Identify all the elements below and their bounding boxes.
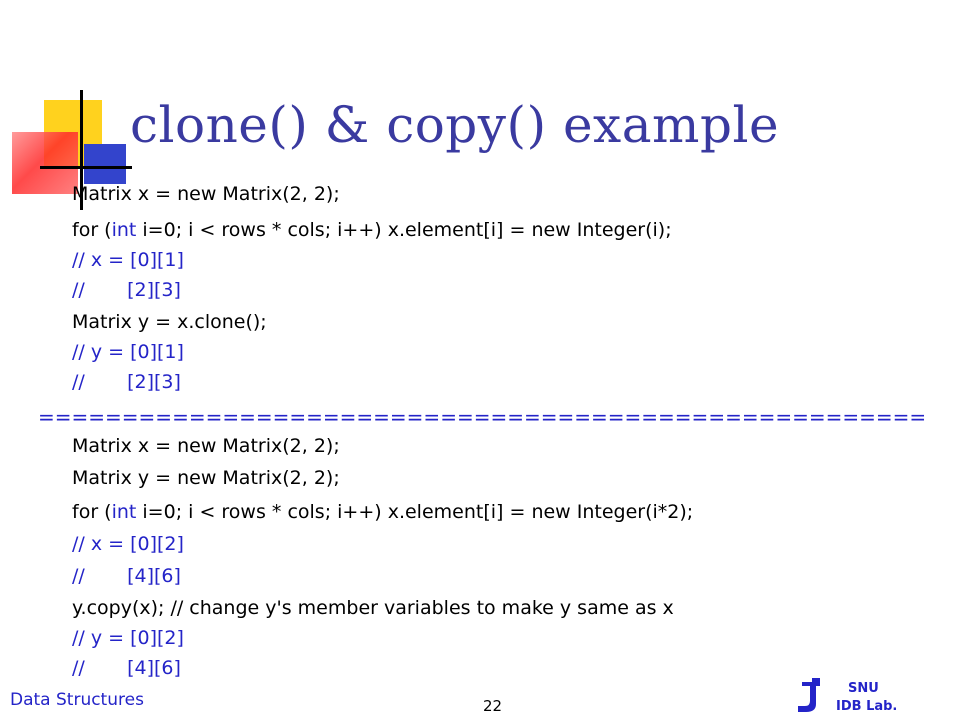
logo-line-1: SNU [848,681,879,696]
red-square-decoration [12,132,78,194]
code-line: Matrix y = x.clone(); [72,311,267,333]
keyword-int: int [111,219,137,241]
code-line: Matrix x = new Matrix(2, 2); [72,435,340,457]
comment-line: // y = [0][1] [72,341,184,363]
course-name: Data Structures [10,690,144,710]
comment-line: // y = [0][2] [72,627,184,649]
keyword-int: int [111,501,137,523]
code-line-for: for (int i=0; i < rows * cols; i++) x.element[i] = new Integer(i); [72,219,672,241]
comment-line: // x = [0][2] [72,533,184,555]
blue-square-decoration [84,144,126,184]
code-line-for: for (int i=0; i < rows * cols; i++) x.element[i] = new Integer(i*2); [72,501,694,523]
comment-line: // x = [0][1] [72,249,184,271]
lab-logo-text [836,680,897,716]
code-line: Matrix y = new Matrix(2, 2); [72,467,340,489]
comment-line: // [2][3] [72,371,181,393]
separator-line: ===================================================== [38,405,927,429]
page-number: 22 [483,697,503,715]
slide-title: clone() & copy() example [130,96,780,154]
logo-line-2: IDB Lab. [836,699,898,714]
comment-line: // [4][6] [72,657,181,679]
code-line: Matrix x = new Matrix(2, 2); [72,183,340,205]
comment-line: // [2][3] [72,279,181,301]
snu-logo-icon [796,678,822,714]
code-line: y.copy(x); // change y's member variables to make y same as x [72,597,674,619]
horizontal-line-decoration [40,166,132,169]
comment-line: // [4][6] [72,565,181,587]
